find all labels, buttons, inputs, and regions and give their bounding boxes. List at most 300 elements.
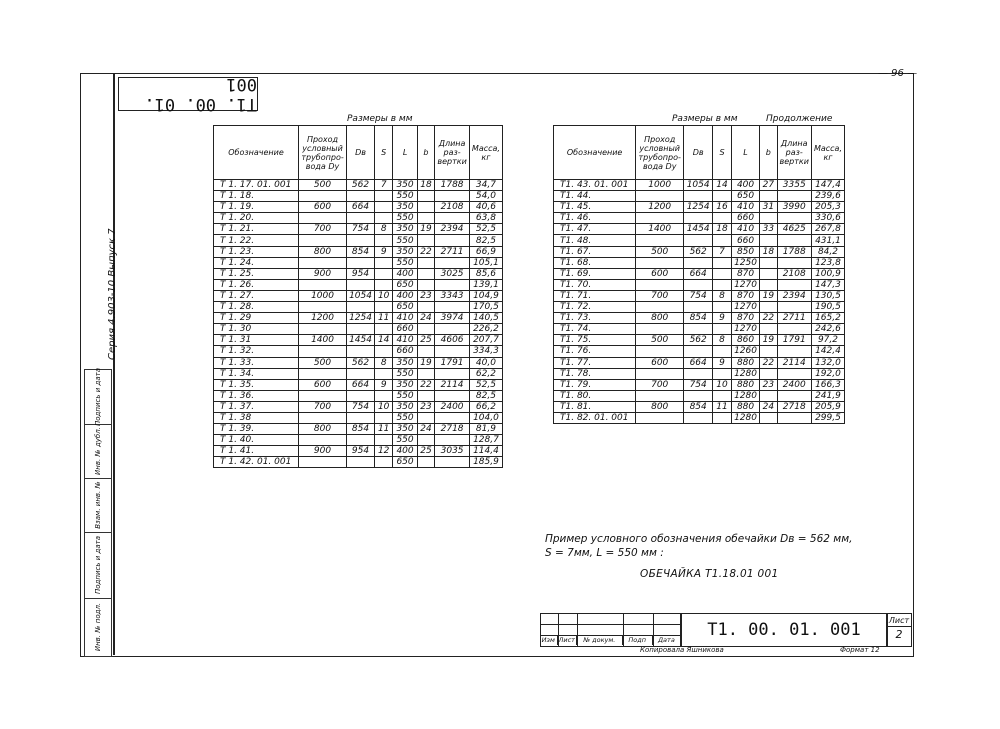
designation-cell: Т 1. 19. <box>214 202 299 213</box>
value-cell: 800 <box>298 246 346 257</box>
value-cell: 700 <box>298 224 346 235</box>
value-cell: 22 <box>760 357 777 368</box>
value-cell <box>684 257 713 268</box>
value-cell <box>435 324 470 335</box>
value-cell <box>374 268 392 279</box>
designation-cell: Т 1. 29 <box>214 313 299 324</box>
value-cell: 350 <box>393 180 417 191</box>
revision-labels <box>540 635 680 645</box>
value-cell: 1270 <box>731 324 759 335</box>
value-cell: 18 <box>760 246 777 257</box>
value-cell: 114,4 <box>469 446 502 457</box>
value-cell: 1254 <box>347 313 375 324</box>
corner-page-number: — 96 — <box>878 68 918 79</box>
value-cell <box>417 368 435 379</box>
designation-cell: Т1. 46. <box>554 213 636 224</box>
value-cell <box>374 368 392 379</box>
table-row <box>554 279 845 290</box>
value-cell <box>417 302 435 313</box>
value-cell: 1280 <box>731 368 759 379</box>
value-cell: 850 <box>731 246 759 257</box>
value-cell <box>760 191 777 202</box>
value-cell <box>417 390 435 401</box>
table-row <box>554 357 845 368</box>
value-cell: 1054 <box>684 180 713 191</box>
value-cell: 31 <box>760 202 777 213</box>
value-cell: 8 <box>374 224 392 235</box>
margin-field: Подпись и дата <box>85 370 111 425</box>
example-note <box>545 532 885 560</box>
value-cell <box>713 390 732 401</box>
value-cell: 1200 <box>298 313 346 324</box>
value-cell: 600 <box>636 268 684 279</box>
value-cell: 1280 <box>731 412 759 423</box>
designation-cell: Т 1. 23. <box>214 246 299 257</box>
value-cell <box>684 302 713 313</box>
value-cell: 562 <box>347 180 375 191</box>
value-cell <box>636 368 684 379</box>
value-cell <box>417 346 435 357</box>
value-cell: 192,0 <box>811 368 844 379</box>
value-cell: 190,5 <box>811 302 844 313</box>
value-cell: 1254 <box>684 202 713 213</box>
value-cell <box>760 368 777 379</box>
value-cell <box>298 235 346 246</box>
value-cell: 2114 <box>435 379 470 390</box>
value-cell <box>374 235 392 246</box>
col-header: Dв <box>684 126 713 180</box>
series-label: Серия 4.903-10 Выпуск 7 <box>107 228 118 360</box>
value-cell: 104,0 <box>469 412 502 423</box>
value-cell: 2718 <box>777 401 811 412</box>
value-cell <box>435 435 470 446</box>
designation-cell: Т 1. 22. <box>214 235 299 246</box>
value-cell: 62,2 <box>469 368 502 379</box>
value-cell <box>777 390 811 401</box>
col-header: Обозначение <box>214 126 299 180</box>
value-cell <box>374 390 392 401</box>
value-cell: 900 <box>298 446 346 457</box>
value-cell <box>684 368 713 379</box>
value-cell: 14 <box>713 180 732 191</box>
value-cell <box>777 368 811 379</box>
value-cell: 550 <box>393 368 417 379</box>
designation-cell: Т1. 75. <box>554 335 636 346</box>
value-cell <box>760 213 777 224</box>
value-cell: 3035 <box>435 446 470 457</box>
value-cell <box>777 235 811 246</box>
designation-cell: Т 1. 40. <box>214 435 299 446</box>
value-cell: 650 <box>393 302 417 313</box>
table-row <box>214 435 503 446</box>
value-cell: 66,2 <box>469 401 502 412</box>
value-cell: 24 <box>417 424 435 435</box>
value-cell: 12 <box>374 446 392 457</box>
value-cell <box>713 324 732 335</box>
right-table-body <box>554 180 845 424</box>
col-header: b <box>417 126 435 180</box>
value-cell: 400 <box>393 446 417 457</box>
designation-cell: Т1. 48. <box>554 235 636 246</box>
value-cell <box>777 302 811 313</box>
rev-label: Изм <box>540 635 558 645</box>
col-header: S <box>713 126 732 180</box>
value-cell: 132,0 <box>811 357 844 368</box>
value-cell: 1791 <box>435 357 470 368</box>
designation-cell: Т 1. 36. <box>214 390 299 401</box>
designation-cell: Т 1. 42. 01. 001 <box>214 457 299 468</box>
value-cell <box>298 457 346 468</box>
table-row <box>554 213 845 224</box>
table-row <box>214 246 503 257</box>
value-cell <box>636 390 684 401</box>
value-cell <box>347 213 375 224</box>
value-cell <box>760 324 777 335</box>
value-cell <box>435 368 470 379</box>
table-row <box>214 180 503 191</box>
designation-cell: Т1. 78. <box>554 368 636 379</box>
table-row <box>214 379 503 390</box>
value-cell: 860 <box>731 335 759 346</box>
value-cell: 1454 <box>684 224 713 235</box>
value-cell: 900 <box>298 268 346 279</box>
table-row <box>214 313 503 324</box>
sheet-cell <box>886 613 912 647</box>
value-cell: 2711 <box>777 313 811 324</box>
value-cell <box>347 390 375 401</box>
value-cell <box>636 257 684 268</box>
value-cell: 400 <box>393 268 417 279</box>
value-cell: 19 <box>417 357 435 368</box>
value-cell <box>374 457 392 468</box>
table-row <box>554 235 845 246</box>
value-cell: 123,8 <box>811 257 844 268</box>
designation-cell: Т 1. 31 <box>214 335 299 346</box>
value-cell: 1791 <box>777 335 811 346</box>
value-cell <box>347 435 375 446</box>
table-row <box>554 257 845 268</box>
table-row <box>214 213 503 224</box>
value-cell <box>777 346 811 357</box>
value-cell <box>374 213 392 224</box>
value-cell: 700 <box>636 290 684 301</box>
value-cell: 100,9 <box>811 268 844 279</box>
value-cell: 800 <box>298 424 346 435</box>
value-cell <box>298 346 346 357</box>
col-header: L <box>393 126 417 180</box>
value-cell <box>298 213 346 224</box>
value-cell: 4625 <box>777 224 811 235</box>
value-cell: 22 <box>417 246 435 257</box>
col-header: Масса, кг <box>469 126 502 180</box>
table-row <box>554 335 845 346</box>
value-cell: 9 <box>713 313 732 324</box>
designation-cell: Т 1. 41. <box>214 446 299 457</box>
value-cell: 10 <box>713 379 732 390</box>
table-row <box>554 379 845 390</box>
col-header: b <box>760 126 777 180</box>
table-row <box>554 412 845 423</box>
value-cell: 1280 <box>731 390 759 401</box>
table-row <box>554 268 845 279</box>
value-cell: 1788 <box>777 246 811 257</box>
table-row <box>214 224 503 235</box>
value-cell: 22 <box>417 379 435 390</box>
format-label: Формат 12 <box>840 646 880 654</box>
table-row <box>554 246 845 257</box>
table-row <box>554 401 845 412</box>
value-cell <box>417 457 435 468</box>
right-dimension-table <box>553 125 845 424</box>
designation-cell: Т 1. 32. <box>214 346 299 357</box>
table-row <box>554 324 845 335</box>
margin-field: Подпись и дата <box>85 532 111 599</box>
value-cell <box>713 191 732 202</box>
value-cell: 23 <box>417 290 435 301</box>
value-cell: 350 <box>393 202 417 213</box>
value-cell: 550 <box>393 412 417 423</box>
value-cell: 105,1 <box>469 257 502 268</box>
value-cell <box>347 346 375 357</box>
table-row <box>214 302 503 313</box>
value-cell: 562 <box>684 246 713 257</box>
value-cell: 97,2 <box>811 335 844 346</box>
value-cell: 81,9 <box>469 424 502 435</box>
right-table-caption: Размеры в мм <box>672 114 738 124</box>
value-cell: 2108 <box>435 202 470 213</box>
value-cell: 1270 <box>731 279 759 290</box>
value-cell: 16 <box>713 202 732 213</box>
value-cell: 25 <box>417 446 435 457</box>
value-cell <box>435 302 470 313</box>
designation-cell: Т1. 79. <box>554 379 636 390</box>
value-cell <box>298 257 346 268</box>
value-cell <box>636 235 684 246</box>
table-row <box>554 390 845 401</box>
value-cell <box>374 202 392 213</box>
value-cell <box>777 213 811 224</box>
value-cell <box>374 324 392 335</box>
designation-cell: Т1. 72. <box>554 302 636 313</box>
table-row <box>214 401 503 412</box>
value-cell: 400 <box>731 180 759 191</box>
designation-cell: Т1. 44. <box>554 191 636 202</box>
value-cell: 854 <box>684 313 713 324</box>
value-cell: 550 <box>393 191 417 202</box>
col-header: Длина раз-вертки <box>435 126 470 180</box>
frame-margin-line <box>113 73 115 655</box>
value-cell: 166,3 <box>811 379 844 390</box>
designation-cell: Т1. 77. <box>554 357 636 368</box>
designation-cell: Т1. 70. <box>554 279 636 290</box>
value-cell <box>713 268 732 279</box>
value-cell: 8 <box>374 357 392 368</box>
value-cell: 350 <box>393 357 417 368</box>
left-dimension-table <box>213 125 503 468</box>
table-row <box>214 335 503 346</box>
margin-fields <box>84 369 112 657</box>
table-row <box>214 390 503 401</box>
value-cell: 1250 <box>731 257 759 268</box>
value-cell <box>760 268 777 279</box>
value-cell: 226,2 <box>469 324 502 335</box>
value-cell <box>760 279 777 290</box>
value-cell <box>417 235 435 246</box>
value-cell: 40,6 <box>469 202 502 213</box>
value-cell <box>417 435 435 446</box>
value-cell: 350 <box>393 246 417 257</box>
value-cell: 650 <box>393 457 417 468</box>
designation-cell: Т1. 69. <box>554 268 636 279</box>
value-cell <box>374 435 392 446</box>
value-cell: 205,9 <box>811 401 844 412</box>
value-cell: 25 <box>417 335 435 346</box>
table-row <box>214 368 503 379</box>
designation-cell: Т 1. 33. <box>214 357 299 368</box>
value-cell: 410 <box>731 202 759 213</box>
value-cell <box>435 457 470 468</box>
value-cell <box>435 213 470 224</box>
value-cell: 650 <box>393 279 417 290</box>
value-cell <box>636 213 684 224</box>
value-cell: 660 <box>731 235 759 246</box>
table-row <box>214 424 503 435</box>
value-cell: 239,6 <box>811 191 844 202</box>
designation-cell: Т1. 43. 01. 001 <box>554 180 636 191</box>
value-cell: 870 <box>731 268 759 279</box>
value-cell <box>636 191 684 202</box>
value-cell: 500 <box>298 180 346 191</box>
table-row <box>214 412 503 423</box>
value-cell <box>684 191 713 202</box>
designation-cell: Т1. 45. <box>554 202 636 213</box>
table-row <box>214 290 503 301</box>
value-cell <box>347 457 375 468</box>
value-cell: 400 <box>393 290 417 301</box>
value-cell: 410 <box>393 335 417 346</box>
table-row <box>214 357 503 368</box>
value-cell: 3974 <box>435 313 470 324</box>
margin-field: Взам. инв. № <box>85 478 111 533</box>
value-cell: 350 <box>393 379 417 390</box>
value-cell: 22 <box>760 313 777 324</box>
table-row <box>554 302 845 313</box>
value-cell: 334,3 <box>469 346 502 357</box>
designation-cell: Т 1. 38 <box>214 412 299 423</box>
rev-label: Дата <box>657 636 675 644</box>
designation-cell: Т1. 81. <box>554 401 636 412</box>
col-header: Масса, кг <box>811 126 844 180</box>
value-cell <box>684 346 713 357</box>
value-cell <box>298 412 346 423</box>
value-cell: 350 <box>393 401 417 412</box>
value-cell: 10 <box>374 290 392 301</box>
designation-cell: Т 1. 17. 01. 001 <box>214 180 299 191</box>
title-block <box>540 613 912 655</box>
value-cell: 52,5 <box>469 379 502 390</box>
value-cell: 660 <box>731 213 759 224</box>
col-header: L <box>731 126 759 180</box>
value-cell <box>777 257 811 268</box>
table-row <box>554 202 845 213</box>
value-cell: 34,7 <box>469 180 502 191</box>
top-stamp: Т1. 00. 01. 001 <box>118 77 258 111</box>
value-cell: 18 <box>713 224 732 235</box>
table-row <box>554 180 845 191</box>
value-cell <box>435 191 470 202</box>
value-cell: 664 <box>684 268 713 279</box>
table-row <box>214 324 503 335</box>
table-row <box>554 191 845 202</box>
example-line-2: S = 7мм, L = 550 мм : <box>545 547 664 559</box>
value-cell <box>374 346 392 357</box>
table-row <box>554 368 845 379</box>
value-cell <box>636 279 684 290</box>
value-cell: 24 <box>760 401 777 412</box>
value-cell: 19 <box>760 290 777 301</box>
copied-by: Копировала Яшникова <box>640 646 724 654</box>
value-cell <box>298 191 346 202</box>
value-cell: 82,5 <box>469 390 502 401</box>
right-table-continuation: Продолжение <box>766 114 833 124</box>
table-row <box>554 290 845 301</box>
value-cell: 2400 <box>435 401 470 412</box>
designation-cell: Т1. 73. <box>554 313 636 324</box>
table-row <box>214 346 503 357</box>
designation-cell: Т 1. 21. <box>214 224 299 235</box>
value-cell: 18 <box>417 180 435 191</box>
margin-field: Инв. № дубл. <box>85 424 111 479</box>
rev-label: № докум. <box>577 635 623 645</box>
value-cell <box>760 235 777 246</box>
designation-cell: Т1. 67. <box>554 246 636 257</box>
value-cell: 880 <box>731 379 759 390</box>
value-cell <box>298 324 346 335</box>
value-cell: 1054 <box>347 290 375 301</box>
value-cell <box>777 324 811 335</box>
value-cell: 870 <box>731 313 759 324</box>
value-cell: 85,6 <box>469 268 502 279</box>
designation-cell: Т1. 76. <box>554 346 636 357</box>
value-cell <box>417 257 435 268</box>
table-row <box>214 235 503 246</box>
value-cell: 241,9 <box>811 390 844 401</box>
value-cell: 410 <box>393 313 417 324</box>
value-cell <box>298 302 346 313</box>
value-cell: 128,7 <box>469 435 502 446</box>
example-line-1: Пример условного обозначения обечайки Dв = 562 мм, <box>545 533 853 545</box>
value-cell: 11 <box>374 313 392 324</box>
value-cell: 24 <box>417 313 435 324</box>
value-cell: 2394 <box>777 290 811 301</box>
value-cell: 1200 <box>636 202 684 213</box>
value-cell <box>636 412 684 423</box>
table-row <box>554 224 845 235</box>
value-cell: 66,9 <box>469 246 502 257</box>
value-cell <box>435 257 470 268</box>
value-cell: 9 <box>374 379 392 390</box>
value-cell: 2394 <box>435 224 470 235</box>
value-cell: 2114 <box>777 357 811 368</box>
value-cell: 700 <box>298 401 346 412</box>
value-cell: 550 <box>393 435 417 446</box>
example-designation: ОБЕЧАЙКА Т1.18.01 001 <box>640 568 779 580</box>
value-cell: 9 <box>713 357 732 368</box>
value-cell: 664 <box>684 357 713 368</box>
value-cell: 139,1 <box>469 279 502 290</box>
table-row <box>214 202 503 213</box>
value-cell <box>347 191 375 202</box>
